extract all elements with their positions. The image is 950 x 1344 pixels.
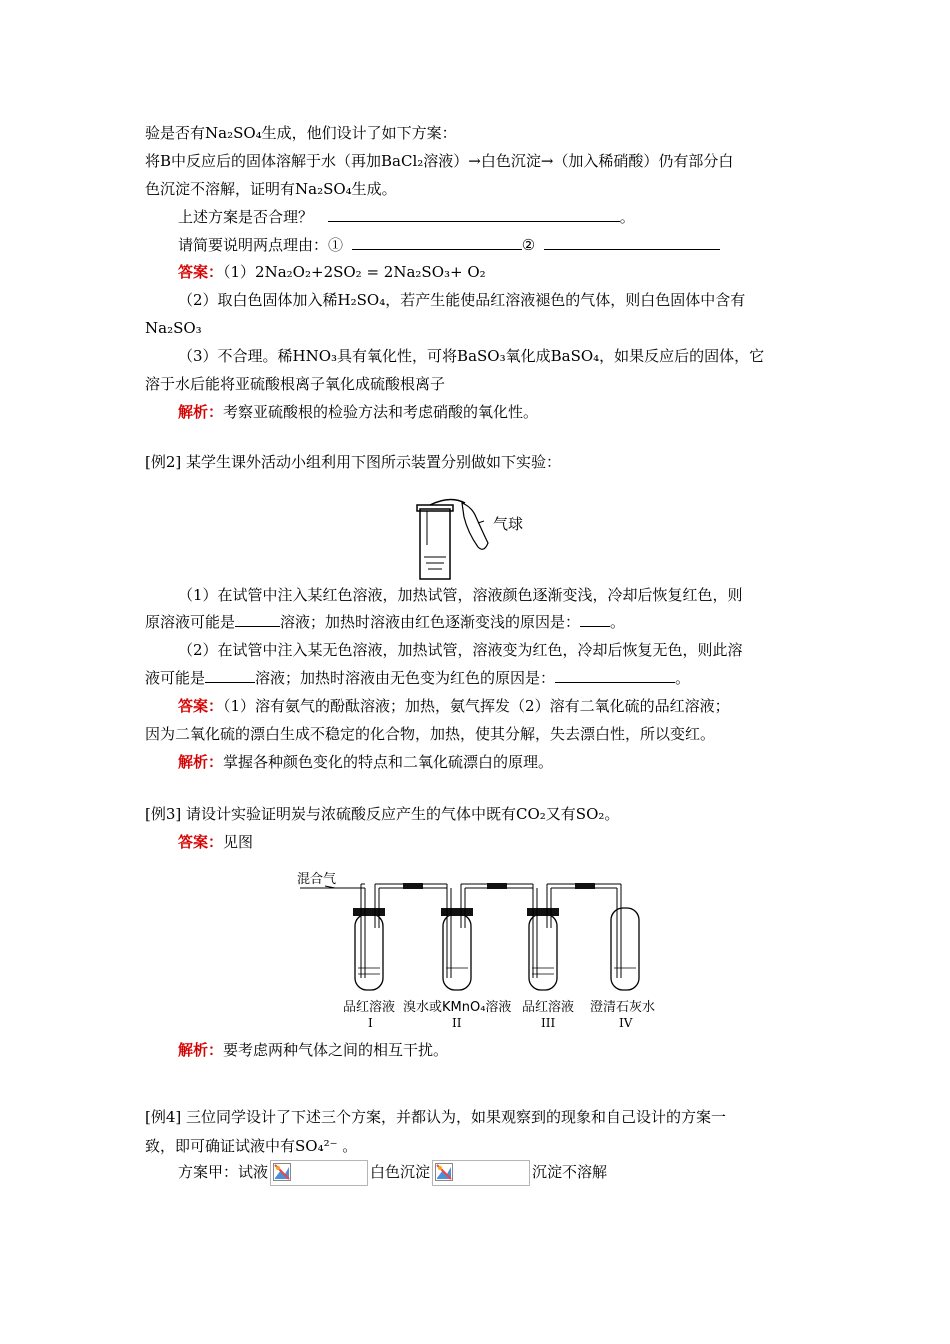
answer-label: 答案： (178, 697, 224, 715)
answer-line: 溶于水后能将亚硫酸根离子氧化成硫酸根离子 (145, 375, 446, 393)
answer-blank[interactable] (352, 235, 522, 250)
punct: 。 (675, 669, 691, 687)
analysis-label: 解析： (178, 1041, 224, 1059)
tube-number: IV (619, 1016, 633, 1030)
text-line: 色沉淀不溶解，证明有Na₂SO₄生成。 (145, 180, 397, 198)
plan-text: 沉淀不溶解 (532, 1163, 608, 1181)
answer-line (178, 262, 486, 282)
answer-blank[interactable] (328, 207, 620, 222)
answer-blank[interactable] (580, 612, 610, 627)
tube-label: 品红溶液 (343, 1000, 396, 1015)
answer-line: （2）取白色固体加入稀H₂SO₄，若产生能使品红溶液褪色的气体，则白色固体中含有 (178, 291, 746, 309)
analysis-text: 考察亚硫酸根的检验方法和考虑硝酸的氧化性。 (223, 403, 539, 421)
answer-line: Na₂SO₃ (145, 319, 202, 337)
answer-text: （1）2Na₂O₂+2SO₂ = 2Na₂SO₃+ O₂ (223, 263, 486, 281)
answer-text: 见图 (223, 833, 254, 851)
balloon-label: 气球 (493, 515, 524, 533)
test-tube-balloon-diagram (410, 495, 550, 583)
question-text: 溶液；加热时溶液由无色变为红色的原因是： (255, 669, 556, 687)
circle-number: ② (521, 236, 536, 254)
answer-label: 答案： (178, 263, 224, 281)
question-line (145, 612, 625, 632)
analysis-text: 要考虑两种气体之间的相互干扰。 (223, 1041, 449, 1059)
question-line: （2）在试管中注入某无色溶液，加热试管，溶液变为红色，冷却后恢复无色，则此溶 (178, 641, 743, 659)
answer-label: 答案： (178, 833, 224, 851)
question-text: 液可能是 (145, 669, 206, 687)
punct: 。 (619, 208, 635, 226)
question-line (178, 207, 635, 227)
gas-inlet-label: 混合气 (297, 872, 337, 887)
tube-label: 澄清石灰水 (590, 1000, 656, 1015)
answer-line: （3）不合理。稀HNO₃具有氧化性，可将BaSO₃氧化成BaSO₄，如果反应后的固体，它 (178, 347, 765, 365)
plan-text: 白色沉淀 (370, 1163, 431, 1181)
question-line: （1）在试管中注入某红色溶液，加热试管，溶液颜色逐渐变浅，冷却后恢复红色，则 (178, 586, 743, 604)
question-text: 溶液；加热时溶液由红色逐渐变浅的原因是： (280, 613, 581, 631)
analysis-line (178, 752, 553, 772)
answer-blank[interactable] (235, 612, 280, 627)
tube-label: 品红溶液 (522, 1000, 575, 1015)
answer-line (178, 832, 253, 852)
question-line (178, 235, 720, 255)
answer-line (178, 696, 730, 716)
question-text: 请简要说明两点理由：① (178, 236, 344, 254)
analysis-label: 解析： (178, 753, 224, 771)
question-line (145, 668, 690, 688)
text-line: 验是否有Na₂SO₄生成，他们设计了如下方案： (145, 124, 457, 142)
example-title: [例3] 请设计实验证明炭与浓硫酸反应产生的气体中既有CO₂又有SO₂。 (145, 805, 620, 823)
tube-number: II (452, 1016, 462, 1030)
answer-text: （1）溶有氨气的酚酞溶液；加热，氨气挥发（2）溶有二氧化硫的品红溶液； (223, 697, 730, 715)
plan-text: 方案甲：试液 (178, 1163, 269, 1181)
text-line: 致，即可确证试液中有SO₄²⁻ 。 (145, 1137, 358, 1155)
analysis-label: 解析： (178, 403, 224, 421)
question-text: 上述方案是否合理？ (178, 208, 314, 226)
tube-label: 溴水或KMnO₄溶液 (403, 1000, 512, 1015)
example-title: [例2] 某学生课外活动小组利用下图所示装置分别做如下实验： (145, 453, 562, 471)
tube-number: I (368, 1016, 373, 1030)
answer-line: 因为二氧化硫的漂白生成不稳定的化合物，加热，使其分解，失去漂白性，所以变红。 (145, 725, 716, 743)
plan-line (178, 1160, 607, 1186)
tube-number: III (541, 1016, 556, 1030)
analysis-line (178, 402, 538, 422)
answer-blank[interactable] (555, 668, 675, 683)
text-line: 将B中反应后的固体溶解于水（再加BaCl₂溶液）→白色沉淀→（加入稀硝酸）仍有部分白 (145, 152, 734, 170)
answer-blank[interactable] (544, 235, 720, 250)
analysis-line (178, 1040, 448, 1060)
punct: 。 (610, 613, 626, 631)
broken-image-icon (432, 1160, 530, 1186)
analysis-text: 掌握各种颜色变化的特点和二氧化硫漂白的原理。 (223, 753, 554, 771)
question-text: 原溶液可能是 (145, 613, 236, 631)
answer-blank[interactable] (205, 668, 255, 683)
gas-washing-apparatus-diagram (295, 868, 655, 998)
broken-image-icon (270, 1160, 368, 1186)
example-title: [例4] 三位同学设计了下述三个方案，并都认为，如果观察到的现象和自己设计的方案一 (145, 1108, 727, 1126)
